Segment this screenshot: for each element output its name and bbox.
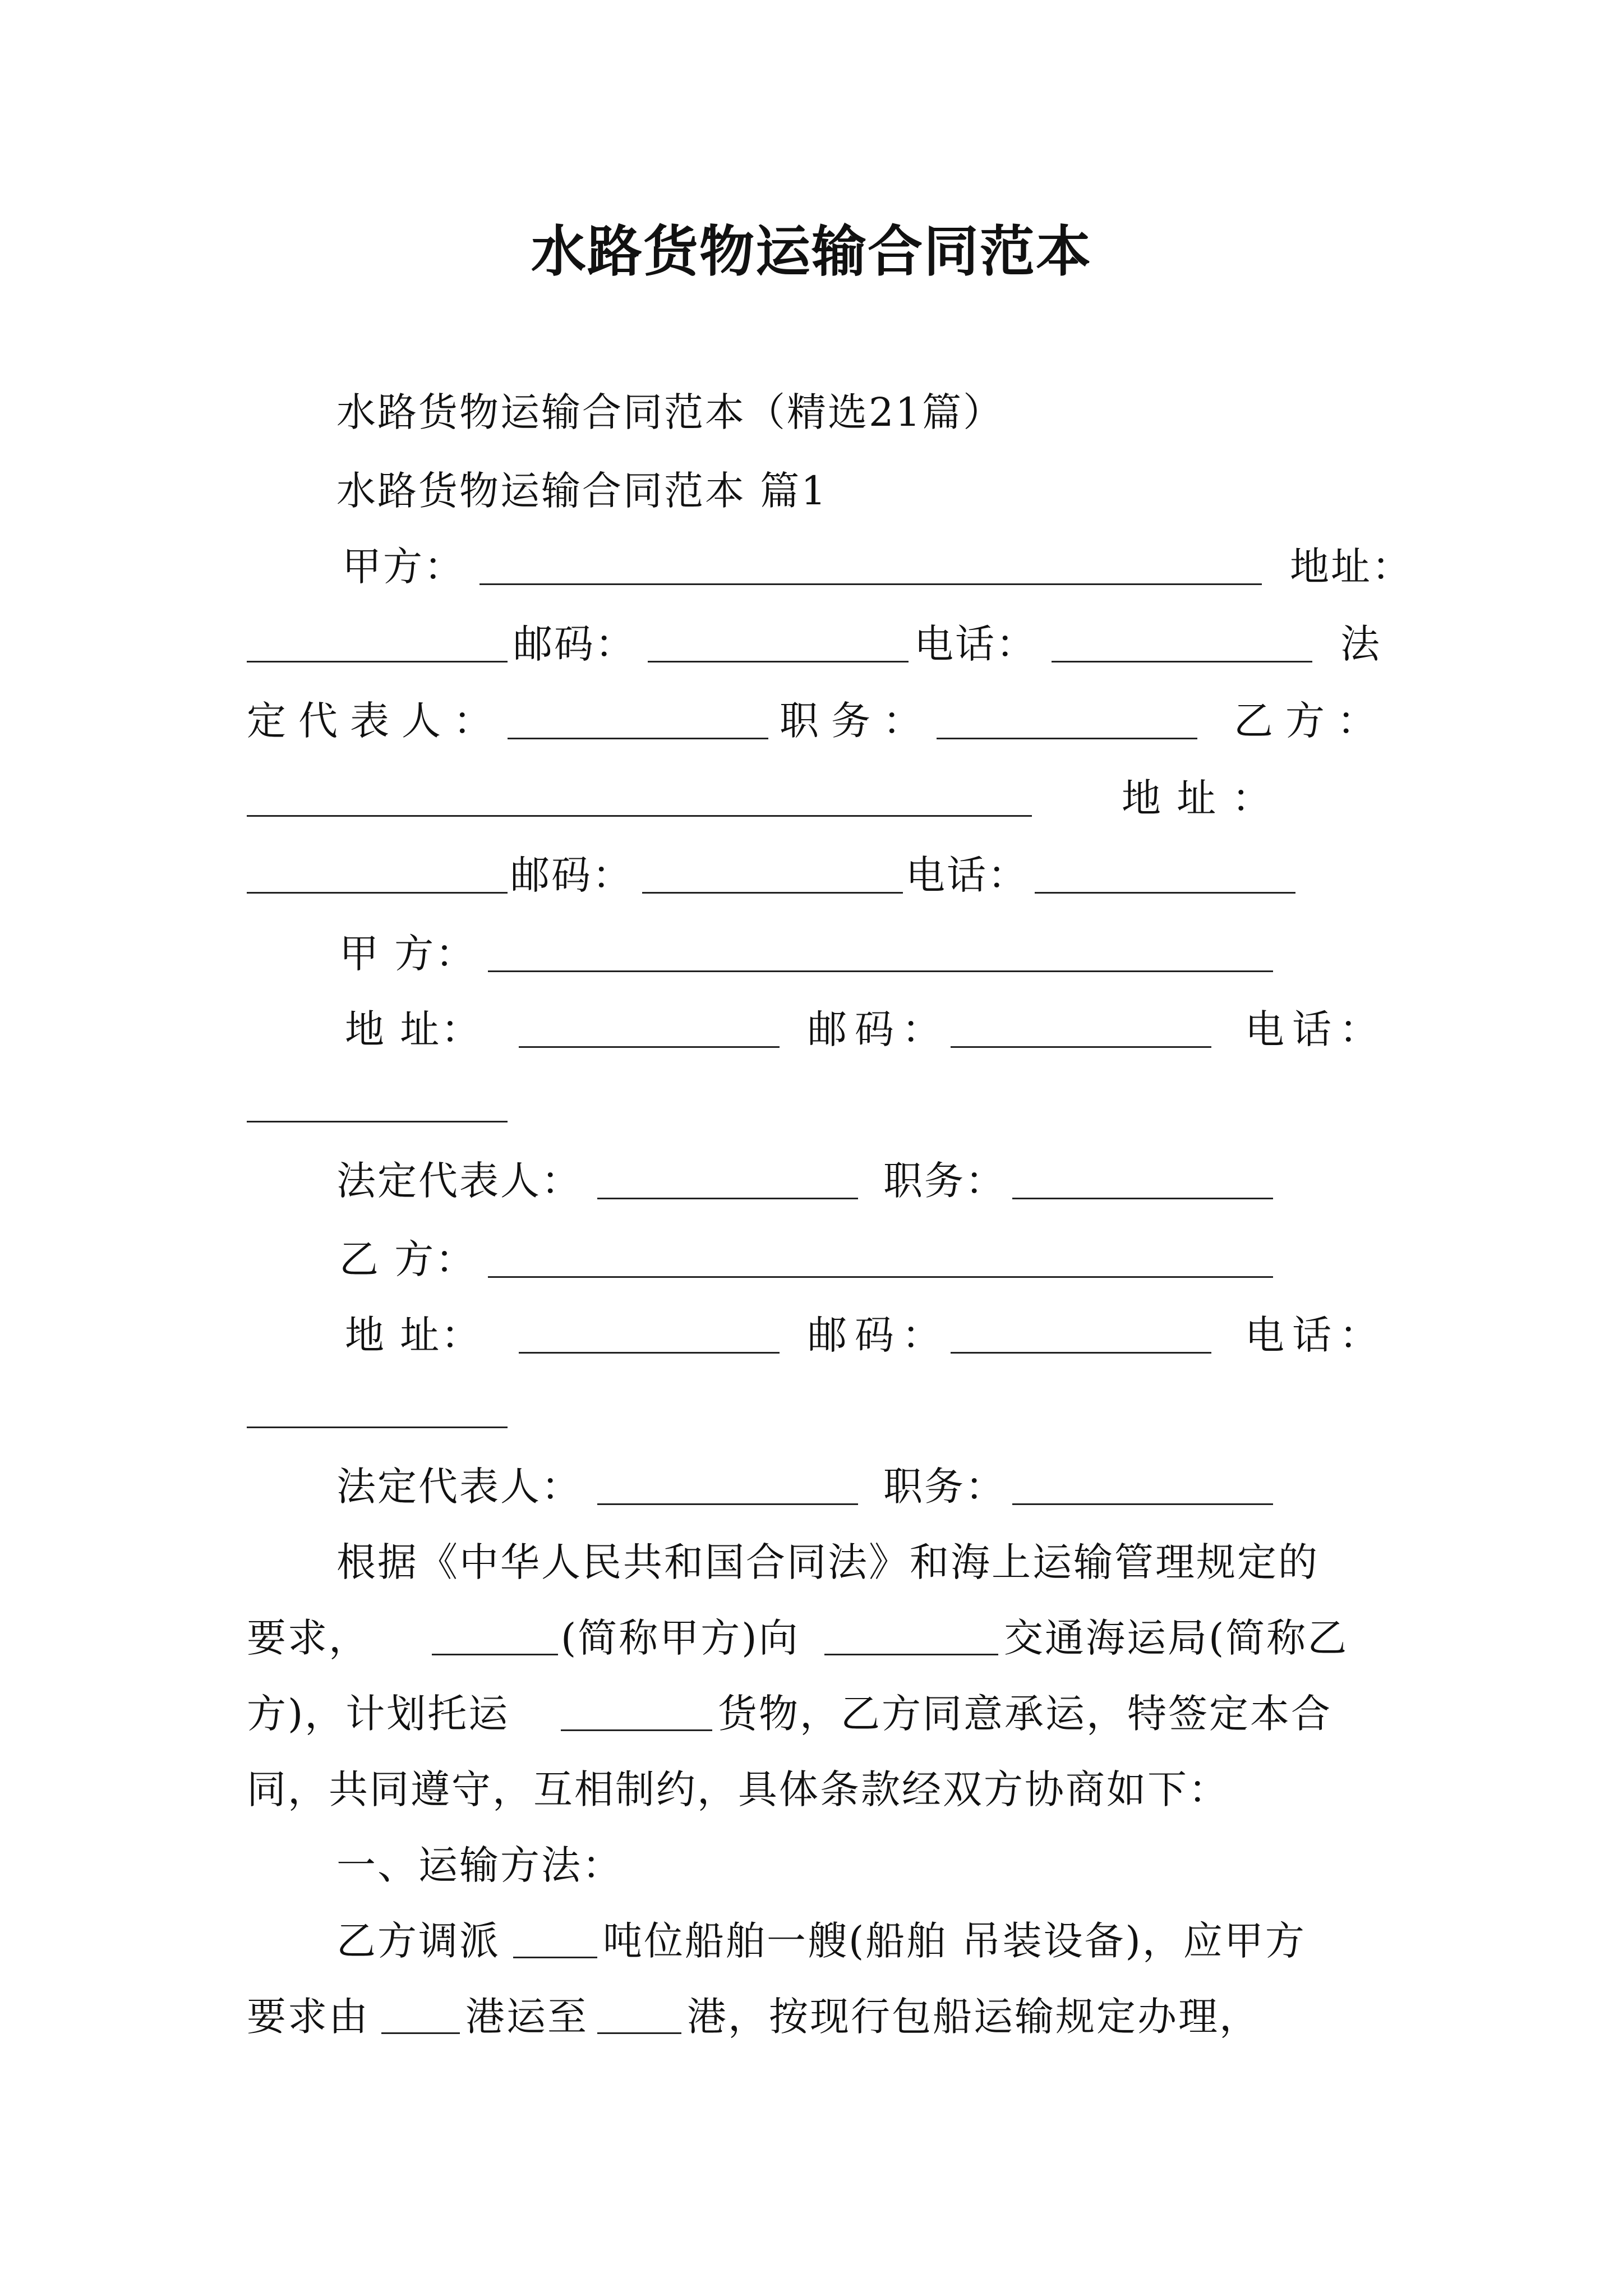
label-party-b-3: 乙 方： xyxy=(339,1236,477,1282)
label-phone: 电话： xyxy=(914,621,1037,667)
label-postcode-2: 邮码： xyxy=(808,1006,949,1052)
field-phone-3[interactable] xyxy=(247,1427,508,1428)
label-position-3: 职务： xyxy=(883,1464,1006,1510)
paragraph-line-2b: (简称甲方)向 xyxy=(561,1615,800,1661)
field-postcode-2[interactable] xyxy=(951,1046,1211,1048)
paragraph-line-5b: 吨位船舶一艘(船舶 吊装设备)，应甲方 xyxy=(603,1918,1306,1964)
paragraph-line-5a: 乙方调派 xyxy=(336,1918,500,1964)
label-position-2: 职务： xyxy=(883,1158,1006,1204)
label-legal-rep-start: 法 xyxy=(1340,621,1381,667)
label-party-b: 乙方： xyxy=(1234,698,1389,744)
label-phone-2: 电话： xyxy=(1245,1006,1386,1052)
field-position[interactable] xyxy=(937,738,1197,739)
label-position: 职务： xyxy=(780,698,934,744)
field-party-a-2[interactable] xyxy=(488,970,1273,972)
paragraph-line-3a: 方)，计划托运 xyxy=(247,1691,510,1737)
label-postcode: 邮码： xyxy=(513,621,636,667)
field-position-3[interactable] xyxy=(1012,1503,1273,1505)
field-phone-2[interactable] xyxy=(247,1121,508,1122)
label-legal-rep-2: 法定代表人： xyxy=(336,1158,582,1204)
field-phone-b[interactable] xyxy=(1035,892,1295,894)
field-party-a[interactable] xyxy=(479,583,1262,585)
subtitle: 水路货物运输合同范本（精选21篇） xyxy=(336,389,1004,435)
field-address-b[interactable] xyxy=(247,892,508,894)
paragraph-line-6c: 港，按现行包船运输规定办理， xyxy=(687,1994,1260,2040)
field-address-3[interactable] xyxy=(519,1352,780,1354)
field-legal-rep-2[interactable] xyxy=(597,1198,858,1199)
field-destination-port[interactable] xyxy=(597,2032,681,2034)
label-postcode-b: 邮码： xyxy=(510,852,633,898)
paragraph-line-6b: 港运至 xyxy=(465,1994,588,2040)
field-goods[interactable] xyxy=(561,1729,712,1731)
paragraph-line-4: 同，共同遵守，互相制约，具体条款经双方协商如下： xyxy=(247,1766,1229,1812)
paragraph-line-2c: 交通海运局(简称乙 xyxy=(1004,1615,1349,1661)
field-postcode-b[interactable] xyxy=(642,892,903,894)
label-party-a-2: 甲 方： xyxy=(339,931,477,977)
label-party-a: 甲方： xyxy=(342,544,465,590)
field-phone[interactable] xyxy=(1052,661,1312,662)
field-origin-port[interactable] xyxy=(381,2032,460,2034)
paragraph-line-2a: 要求， xyxy=(247,1615,370,1661)
field-legal-rep-3[interactable] xyxy=(597,1503,858,1505)
field-shipper[interactable] xyxy=(432,1654,558,1655)
field-address-2[interactable] xyxy=(519,1046,780,1048)
field-party-b-3[interactable] xyxy=(488,1276,1273,1278)
field-party-b[interactable] xyxy=(247,815,1032,817)
document-title: 水路货物运输合同范本 xyxy=(531,219,1092,284)
paragraph-line-6a: 要求由 xyxy=(247,1994,370,2040)
field-legal-rep[interactable] xyxy=(508,738,768,739)
field-postcode[interactable] xyxy=(648,661,909,662)
section-heading: 水路货物运输合同范本 篇1 xyxy=(336,468,828,514)
clause-heading-1: 一、运输方法： xyxy=(336,1842,623,1888)
label-address-3: 地 址： xyxy=(345,1312,482,1358)
label-phone-3: 电话： xyxy=(1245,1312,1386,1358)
label-legal-rep-3: 法定代表人： xyxy=(336,1464,582,1510)
field-position-2[interactable] xyxy=(1012,1198,1273,1199)
field-bureau[interactable] xyxy=(824,1654,998,1655)
field-address[interactable] xyxy=(247,661,508,662)
label-address-2: 地 址： xyxy=(345,1006,482,1052)
label-phone-b: 电话： xyxy=(906,852,1029,898)
label-legal-rep: 定代表人： xyxy=(247,698,505,744)
paragraph-line-3b: 货物，乙方同意承运，特签定本合 xyxy=(718,1691,1332,1737)
label-postcode-3: 邮码： xyxy=(808,1312,949,1358)
label-address: 地址： xyxy=(1290,544,1413,590)
paragraph-line-1: 根据《中华人民共和国合同法》和海上运输管理规定的 xyxy=(336,1539,1319,1585)
field-tonnage[interactable] xyxy=(513,1957,597,1958)
field-postcode-3[interactable] xyxy=(951,1352,1211,1354)
label-address-b: 地 址 ： xyxy=(1122,775,1273,821)
